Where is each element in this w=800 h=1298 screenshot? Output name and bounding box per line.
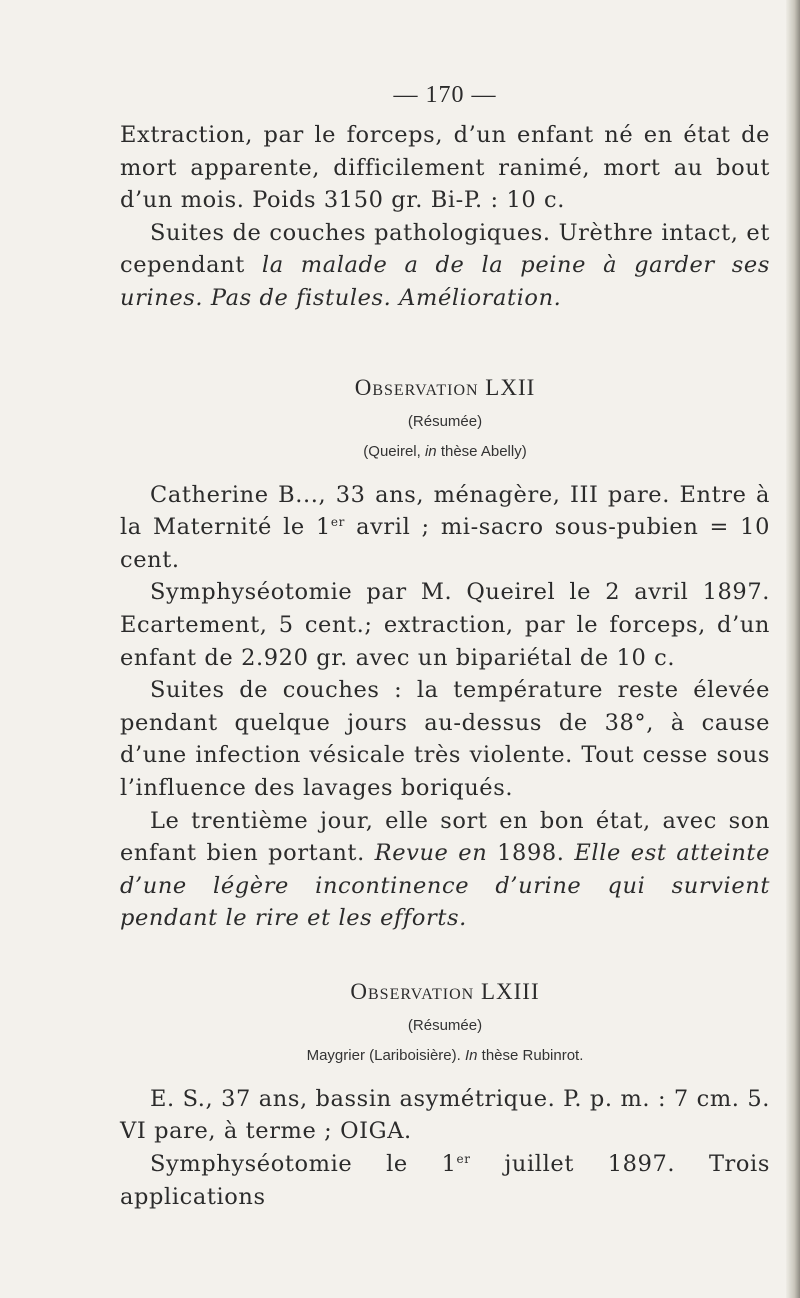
- observation-62-paragraph-3: Suites de couches : la température reste élevée pendant quelque jours au-dessus de 38°, à cause d’une infection vésicale très violente. Tout cesse sous l’influence des lavages boriqués.: [120, 677, 770, 801]
- paragraph-roman: Suites de couches pathologiques. Urèthre intact, et cependant: [120, 219, 770, 279]
- observation-63-paragraph-1: E. S., 37 ans, bassin asymétrique. P. p. m. : 7 cm. 5. VI pare, à terme ; OIGA.: [120, 1085, 770, 1145]
- observation-62-title: Observation LXII: [354, 374, 536, 400]
- observation-62-paragraph-2: Symphyséotomie par M. Queirel le 2 avril 1897. Ecartement, 5 cent.; extraction, par le forceps, d’un enfant de 2.920 gr. avec un bipariétal de 10 c.: [120, 579, 770, 671]
- page-number: — 170 —: [393, 82, 497, 108]
- paragraph-italic: la malade a de la peine à garder ses urines. Pas de fistules. Amélioration.: [120, 252, 770, 311]
- observation-62-paragraph-1: Catherine B..., 33 ans, ménagère, III pare. Entre à la Maternité le 1er avril ; mi-sacro sous-pubien = 10 cent.: [120, 481, 770, 573]
- observation-62-paragraph-4: Le trentième jour, elle sort en bon état, avec son enfant bien portant. Revue en 1898. Elle est atteinte d’une légère incontinence d’urine qui survient pendant le rire et les efforts.: [120, 807, 770, 932]
- observation-62-source: (Queirel, in thèse Abelly): [363, 442, 527, 460]
- observation-63-source: Maygrier (Lariboisière). In thèse Rubinrot.: [306, 1046, 584, 1064]
- observation-63-paragraph-2: Symphyséotomie le 1er juillet 1897. Trois applications: [120, 1151, 770, 1210]
- page-edge: [786, 0, 800, 1298]
- page-content: [120, 82, 770, 1213]
- observation-62-resumee: (Résumée): [407, 412, 483, 430]
- paragraph-extraction: Extraction, par le forceps, d’un enfant né en état de mort apparente, difficilement ranimé, mort au bout d’un mois. Poids 3150 gr. Bi-P. : 10 c.: [120, 122, 770, 214]
- observation-63-title: Observation LXIII: [350, 978, 540, 1004]
- paragraph-suites-couches: [120, 217, 770, 315]
- observation-63-resumee: (Résumée): [407, 1016, 483, 1034]
